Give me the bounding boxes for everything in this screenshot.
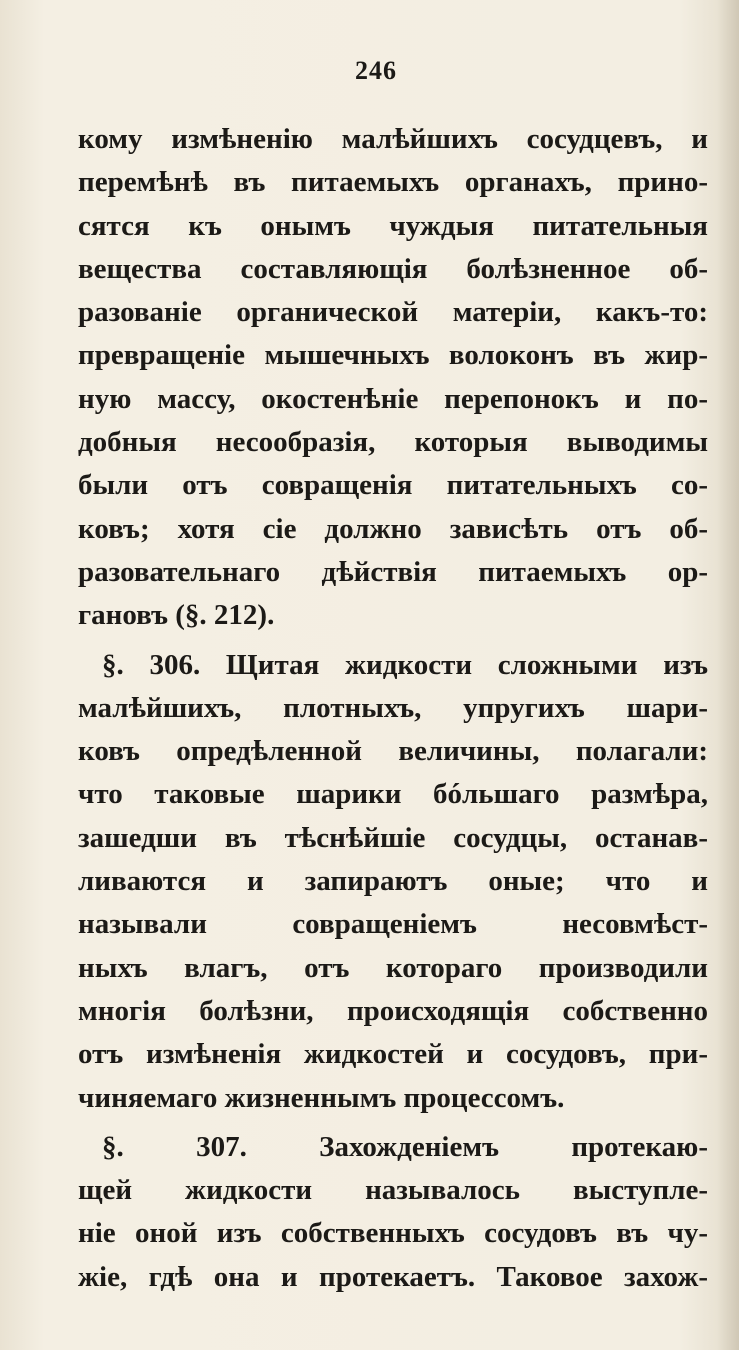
text-line: §. 306. Щитая жидкости сложными изъ xyxy=(102,648,708,681)
text-line: называли совращеніемъ несовмѣст- xyxy=(78,908,708,941)
text-line: ковъ; хотя сіе должно зависѣть отъ об- xyxy=(78,512,708,545)
text-line: гановъ (§. 212). xyxy=(78,599,275,632)
text-line: добныя несообразія, которыя выводимы xyxy=(78,426,708,459)
text-line: превращеніе мышечныхъ волоконъ въ жир- xyxy=(78,339,708,372)
paragraph-continuation xyxy=(78,118,708,638)
paragraph-306 xyxy=(78,644,708,1120)
text-line: ную массу, окостенѣніе перепонокъ и по- xyxy=(78,382,708,415)
text-line: щей жидкости называлось выступле- xyxy=(78,1174,708,1207)
text-line: были отъ совращенія питательныхъ со- xyxy=(78,469,708,502)
text-line: зашедши въ тѣснѣйшіе сосудцы, останав- xyxy=(78,821,708,854)
page-gutter-shadow xyxy=(717,0,739,1350)
text-line: что таковые шарики бóльшаго размѣра, xyxy=(78,778,708,811)
text-line: §. 307. Захожденіемъ протекаю- xyxy=(102,1130,708,1163)
page-number: 246 xyxy=(355,56,397,85)
text-line: вещества составляющія болѣзненное об- xyxy=(78,252,708,285)
text-line: сятся къ онымъ чуждыя питательныя xyxy=(78,209,708,242)
text-line: ливаются и запираютъ оные; что и xyxy=(78,865,708,898)
text-line: отъ измѣненія жидкостей и сосудовъ, при- xyxy=(78,1038,708,1071)
text-line: ныхъ влагъ, отъ котораго производили xyxy=(78,951,708,984)
text-line: ковъ опредѣленной величины, полагали: xyxy=(78,735,708,768)
text-line: чиняемаго жизненнымъ процессомъ. xyxy=(78,1081,565,1114)
paragraph-307 xyxy=(78,1126,708,1299)
text-line: многія болѣзни, происходящія собственно xyxy=(78,994,708,1027)
text-line: ніе оной изъ собственныхъ сосудовъ въ чу- xyxy=(78,1217,708,1250)
text-line: жіе, гдѣ она и протекаетъ. Таковое захож- xyxy=(78,1260,708,1293)
text-line: разовательнаго дѣйствія питаемыхъ ор- xyxy=(78,555,708,588)
text-line: перемѣнѣ въ питаемыхъ органахъ, прино- xyxy=(78,166,708,199)
text-line: кому измѣненію малѣйшихъ сосудцевъ, и xyxy=(78,123,708,155)
text-line: малѣйшихъ, плотныхъ, упругихъ шари- xyxy=(78,691,708,724)
page-text xyxy=(78,118,708,1299)
text-line: разованіе органической матеріи, какъ-то: xyxy=(78,296,708,329)
